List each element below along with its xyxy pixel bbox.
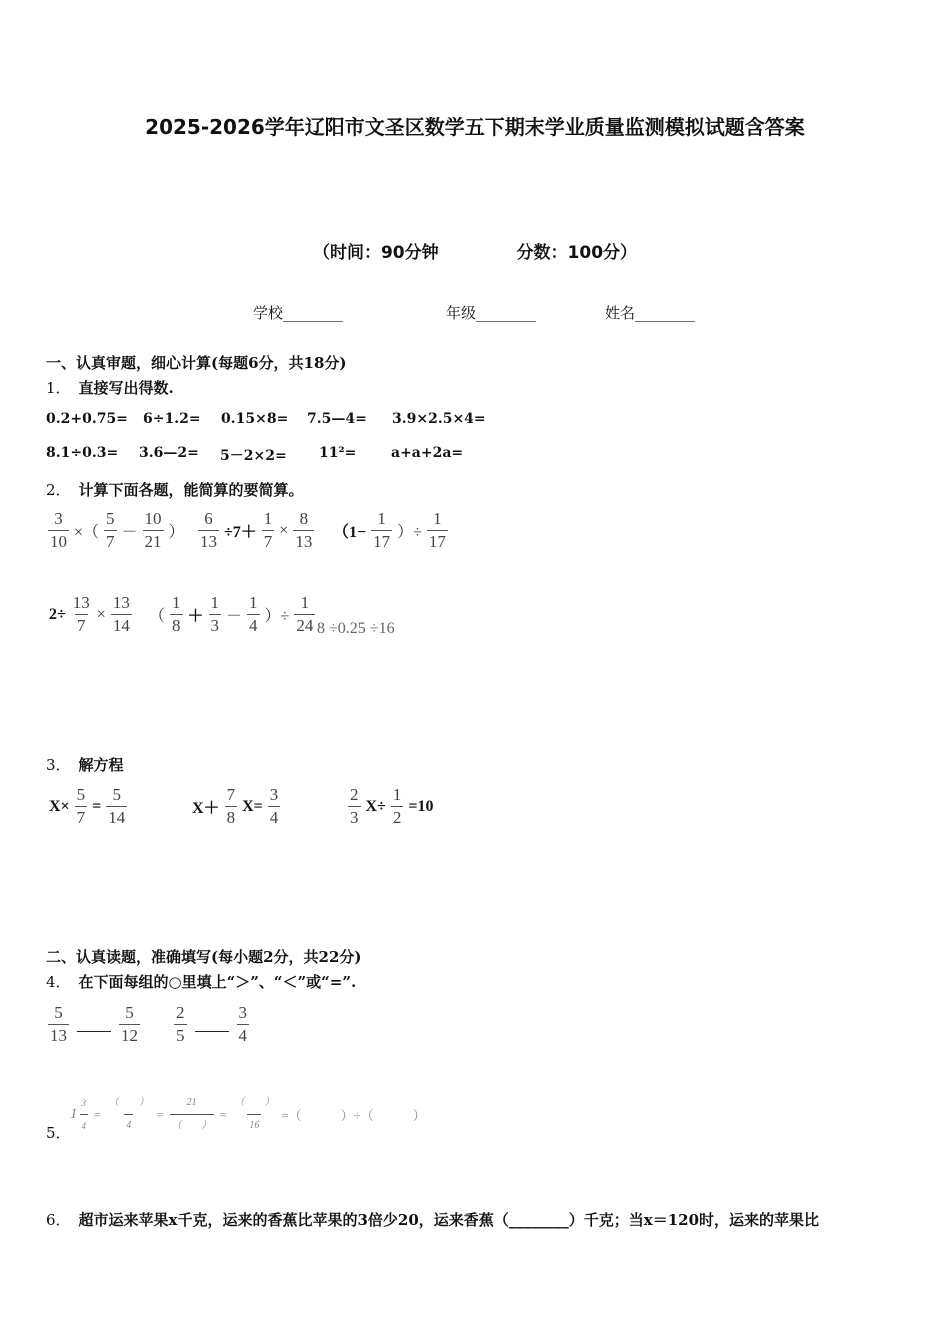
fraction: $\frac{( )}{4}$ xyxy=(107,1094,151,1135)
fraction: $\frac{1}{8}$ xyxy=(172,593,181,635)
question-1 xyxy=(46,377,174,398)
question-5-equation: 1 $\frac{3}{4}$ = $\frac{( )}{4}$ = $\frac{21}{( )}$ = $\frac{( )}{16}$ =（ ）÷（ ） xyxy=(70,1094,429,1135)
fraction: $\frac{3}{10}$ xyxy=(50,509,67,551)
fraction: $\frac{13}{7}$ xyxy=(72,593,90,635)
question-text: 超市运来苹果x千克，运来的香蕉比苹果的3倍少20，运来香蕉（________）千克；当x＝120时，运来的苹果比 xyxy=(78,1211,820,1229)
section-heading-1: 一、认真审题，细心计算(每题6分，共18分) xyxy=(46,354,347,372)
question-3 xyxy=(46,754,124,775)
fraction: $\frac{3}{4}$ xyxy=(238,1003,247,1045)
expression-6: 8 ÷0.25 ÷16 xyxy=(317,620,395,637)
fraction: $\frac{2}{3}$ xyxy=(350,785,359,827)
question-6 xyxy=(46,1209,819,1230)
time-label: （时间：90分钟 xyxy=(312,243,439,263)
question-number: 3． xyxy=(46,756,71,774)
calc-item: 5－2×2= xyxy=(220,448,287,464)
question-text: 计算下面各题，能简算的要简算。 xyxy=(78,481,304,499)
answer-blank[interactable] xyxy=(195,1017,229,1032)
fraction: $\frac{10}{21}$ xyxy=(144,509,162,551)
fraction: $\frac{3}{4}$ xyxy=(80,1094,89,1135)
calc-item: 3.6—2= xyxy=(139,445,199,461)
fraction: $\frac{21}{( )}$ xyxy=(170,1094,214,1135)
question-4 xyxy=(46,971,356,992)
expression-1: $\frac{3}{10}$ ×（ $\frac{5}{7}$ － $\frac{10}{21}$ ） xyxy=(50,509,185,551)
fraction: $\frac{5}{7}$ xyxy=(76,785,86,827)
fraction: $\frac{1}{4}$ xyxy=(249,593,258,635)
fraction: $\frac{13}{14}$ xyxy=(112,593,130,635)
question-number: 2． xyxy=(46,481,71,499)
question-text: 解方程 xyxy=(78,756,124,774)
fraction: $\frac{2}{5}$ xyxy=(176,1003,185,1045)
fraction: $\frac{1}{17}$ xyxy=(373,509,391,551)
equation-2: X＋ $\frac{7}{8}$ X= $\frac{3}{4}$ xyxy=(192,785,279,827)
fraction: $\frac{1}{7}$ xyxy=(263,509,273,551)
calc-item: 0.2+0.75= xyxy=(46,411,128,427)
fraction: $\frac{8}{13}$ xyxy=(295,509,313,551)
score-label: 分数：100分） xyxy=(516,243,638,263)
fraction: $\frac{1}{3}$ xyxy=(210,593,220,635)
school-field: 学校________ xyxy=(253,304,344,322)
fraction: $\frac{1}{17}$ xyxy=(428,509,446,551)
calc-item: 7.5—4= xyxy=(307,411,367,427)
question-text: 直接写出得数. xyxy=(78,379,174,397)
question-5-number: 5． xyxy=(46,1124,71,1142)
section-heading-2: 二、认真读题，准确填写(每小题2分，共22分) xyxy=(46,948,362,966)
compare-pair-2 xyxy=(172,1004,251,1045)
fraction: $\frac{3}{4}$ xyxy=(269,785,279,827)
page-title: 2025-2026学年辽阳市文圣区数学五下期末学业质量监测模拟试题含答案 xyxy=(145,115,805,139)
grade-field: 年级________ xyxy=(446,304,537,322)
exam-meta xyxy=(0,238,950,263)
answer-blank[interactable] xyxy=(77,1017,111,1032)
expression-2: $\frac{6}{13}$ ÷7＋ $\frac{1}{7}$ × $\frac{8}{13}$ xyxy=(200,509,313,551)
fraction: $\frac{7}{8}$ xyxy=(226,785,236,827)
calc-item: 0.15×8= xyxy=(221,411,289,427)
fraction: $\frac{5}{7}$ xyxy=(106,509,115,551)
question-text: 在下面每组的○里填上“＞”、“＜”或“=”. xyxy=(78,973,357,991)
fraction: $\frac{( )}{16}$ xyxy=(232,1094,276,1135)
equation-1: X× $\frac{5}{7}$ = $\frac{5}{14}$ xyxy=(49,785,126,827)
fraction: $\frac{1}{2}$ xyxy=(392,785,402,827)
fraction: $\frac{6}{13}$ xyxy=(200,509,217,551)
question-number: 6． xyxy=(46,1211,71,1229)
fraction: $\frac{5}{13}$ xyxy=(50,1003,67,1045)
fraction: $\frac{1}{24}$ xyxy=(296,593,314,635)
calc-item: 11²= xyxy=(319,445,357,461)
equation-3: $\frac{2}{3}$ X÷ $\frac{1}{2}$ =10 xyxy=(350,785,434,827)
fraction: $\frac{5}{12}$ xyxy=(121,1003,138,1045)
name-field: 姓名________ xyxy=(605,304,696,322)
expression-4: 2÷ $\frac{13}{7}$ × $\frac{13}{14}$ xyxy=(49,593,130,635)
calc-item: a+a+2a= xyxy=(391,445,464,461)
calc-item: 3.9×2.5×4= xyxy=(392,411,486,427)
question-number: 1． xyxy=(46,379,71,397)
expression-3: （1− $\frac{1}{17}$ ）÷ $\frac{1}{17}$ xyxy=(333,509,446,551)
fraction: $\frac{5}{14}$ xyxy=(108,785,126,827)
expression-5: （ $\frac{1}{8}$ ＋ $\frac{1}{3}$ － $\frac{1}{4}$ ）÷ $\frac{1}{24}$ xyxy=(149,593,314,635)
question-2 xyxy=(46,479,304,500)
calc-item: 8.1÷0.3= xyxy=(46,445,119,461)
calc-item: 6÷1.2= xyxy=(143,411,201,427)
question-number: 4． xyxy=(46,973,71,991)
compare-pair-1 xyxy=(46,1004,142,1045)
